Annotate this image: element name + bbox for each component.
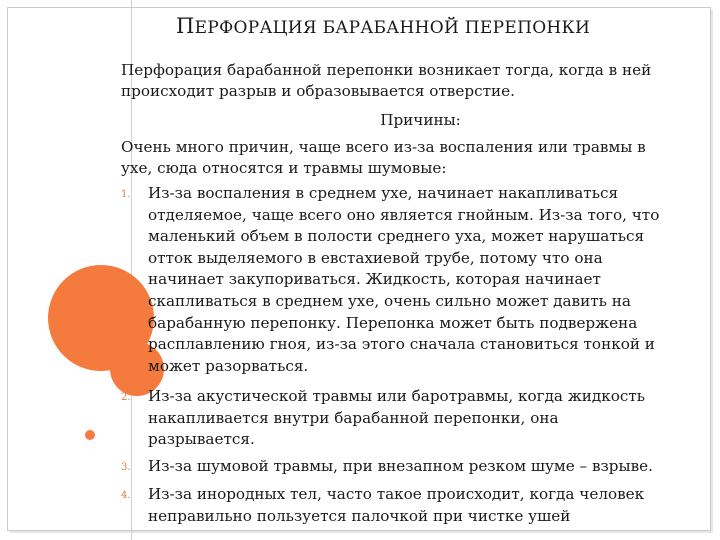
causes-intro-line-1: Очень много причин, чаще всего из-за воспаления или травмы в [121, 138, 646, 156]
item-number-4: 4. [121, 490, 131, 501]
intro-line-2: происходит разрыв и образовывается отверстие. [121, 82, 515, 100]
causes-heading: Причины: [380, 111, 461, 129]
item-number-3: 3. [121, 462, 131, 473]
item-number-1: 1. [121, 189, 131, 200]
item-number-2: 2. [121, 392, 131, 403]
intro-line-1: Перфорация барабанной перепонки возникает тогда, когда в ней [121, 61, 652, 79]
causes-intro-line-2: ухе, сюда относятся и травмы шумовые: [121, 159, 447, 177]
title-first-letter: П [176, 14, 195, 38]
list-item-1: Из-за воспаления в среднем ухе, начинает накапливаться отделяемое, чаще всего оно является гнойным. Из-за того, что маленький объем в полости среднего уха, может нарушаться отток выделяемого в евстахиевой трубе, потому что она начинает закупориваться. Жидкость, которая начинает скапливаться в среднем ухе, очень сильно может давить на барабанную перепонку. Перепонка может быть подвержена расплавлению гноя, из-за этого сначала становиться тонкой и может разорваться. [148, 184, 660, 375]
decorative-circle-small [85, 430, 95, 440]
list-item-4: Из-за инородных тел, часто такое происходит, когда человек неправильно пользуется палочкой при чистке ушей [148, 485, 645, 525]
list-item-2: Из-за акустической травмы или баротравмы, когда жидкость накапливается внутри барабанной перепонки, она разрывается. [148, 387, 646, 449]
title-rest: ЕРФОРАЦИЯ БАРАБАННОЙ ПЕРЕПОНКИ [194, 18, 591, 38]
list-item-3: Из-за шумовой травмы, при внезапном резком шуме – взрыве. [148, 457, 653, 475]
slide-title [176, 14, 590, 38]
